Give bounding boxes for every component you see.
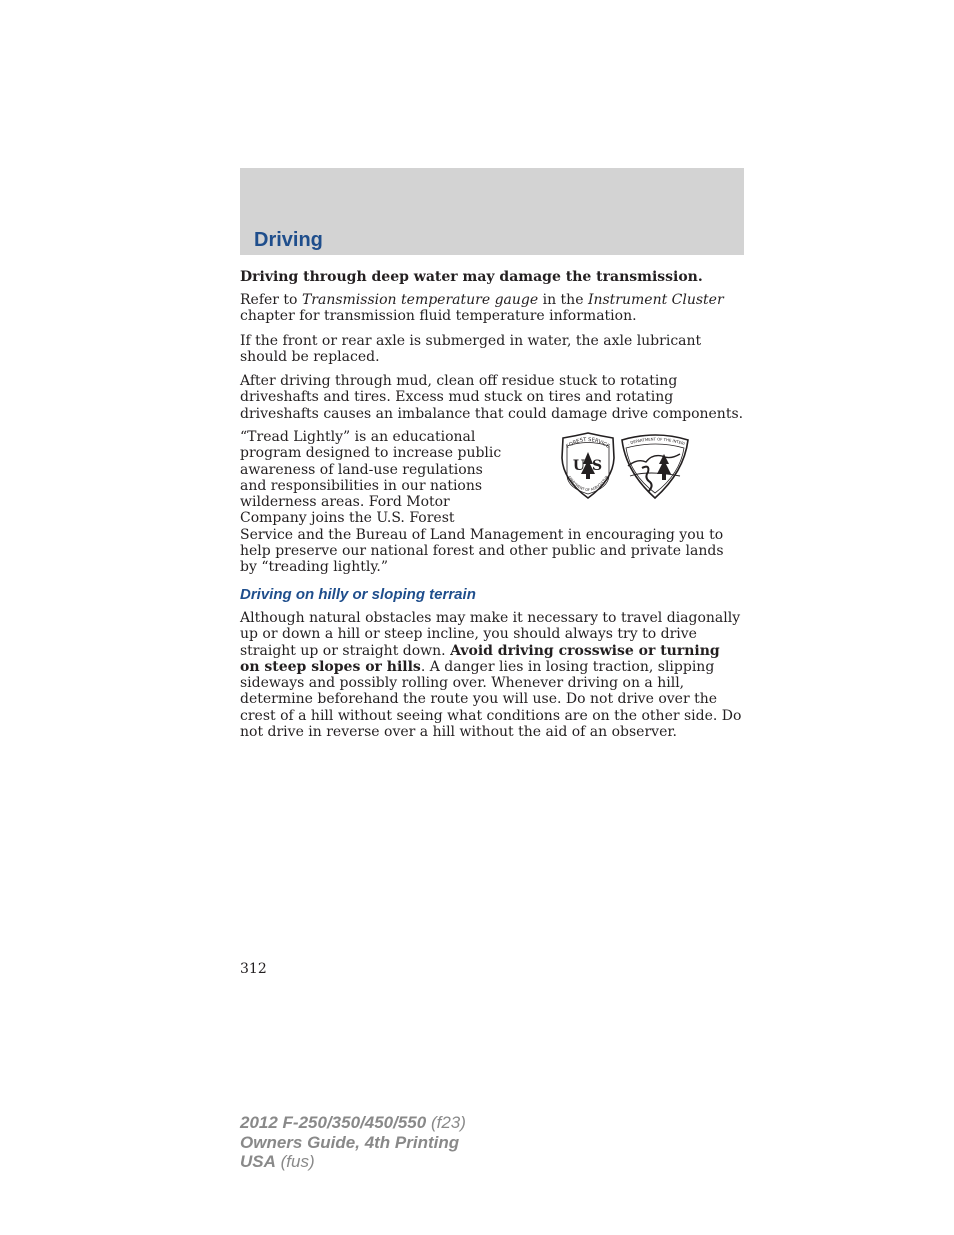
- blm-top-label: . DEPARTMENT OF THE INTERI: [627, 436, 686, 447]
- agency-logos: [558, 432, 690, 500]
- footer-edition-info: [240, 1113, 466, 1172]
- axle-paragraph: If the front or rear axle is submerged in water, the axle lubricant should be replaced.: [240, 333, 702, 366]
- forest-service-left-letter: U: [572, 458, 586, 474]
- text-run: . A danger lies in losing traction, slipping sideways and possibly rolling over. Whenever driving on a hill, determine beforehand the route you will use. Do not drive over the crest of a hill without seeing what conditions are on the other side. Do not drive in reverse over a hill without the aid of an observer.: [240, 658, 742, 741]
- text-line: and responsibilities in our nations: [240, 477, 483, 494]
- transmission-reference-paragraph: [240, 292, 744, 325]
- text-run: chapter for transmission fluid temperature information.: [240, 308, 637, 325]
- text-run: Refer to: [240, 292, 302, 308]
- text-line: Company joins the U.S. Forest: [240, 510, 455, 527]
- text-line: program designed to increase public: [240, 445, 502, 462]
- transmission-gauge-reference: Transmission temperature gauge: [301, 292, 539, 308]
- section-title: Driving: [254, 229, 323, 251]
- footer-model-code: (f23): [426, 1113, 466, 1132]
- footer-region: USA: [240, 1152, 276, 1171]
- forest-service-top-label: FOREST SERVICE: [565, 436, 611, 450]
- forest-service-shield-icon: [558, 432, 614, 498]
- text-line: Service and the Bureau of Land Management in encouraging you to help preserve our national forest and other public and private lands by “treading lightly.”: [240, 526, 724, 576]
- text-run: Although natural obstacles may make it necessary to travel diagonally up or down a hill or steep incline, you should always try to drive straight up or straight down.: [240, 610, 741, 659]
- warning-text: Driving through deep water may damage the transmission.: [240, 269, 703, 285]
- forest-service-bottom-label: EPARTMENT OF AGRICULTUR: [567, 474, 610, 493]
- footer-line-guide: Owners Guide, 4th Printing: [240, 1132, 460, 1152]
- text-line: wilderness areas. Ford Motor: [240, 494, 450, 511]
- footer-line-region: [240, 1152, 466, 1172]
- text-line: “Tread Lightly” is an educational: [240, 429, 476, 445]
- instrument-cluster-reference: Instrument Cluster: [587, 292, 724, 308]
- text-run: in the: [538, 292, 588, 308]
- page-number: 312: [240, 961, 267, 977]
- footer-model: 2012 F-250/350/450/550: [240, 1113, 427, 1132]
- forest-service-right-letter: S: [591, 458, 603, 474]
- footer-region-code: (fus): [275, 1152, 315, 1171]
- text-line: awareness of land-use regulations: [240, 461, 483, 478]
- crosswise-warning: Avoid driving crosswise or turning on steep slopes or hills: [240, 642, 720, 675]
- mud-paragraph: After driving through mud, clean off residue stuck to rotating driveshafts and tires. Excess mud stuck on tires and rotating driveshafts causes an imbalance that could damage drive components.: [240, 373, 744, 422]
- hilly-terrain-subheading: Driving on hilly or sloping terrain: [240, 586, 476, 603]
- hilly-terrain-paragraph: [240, 610, 744, 740]
- footer-line-model: [240, 1113, 466, 1133]
- warning-paragraph: [240, 269, 744, 285]
